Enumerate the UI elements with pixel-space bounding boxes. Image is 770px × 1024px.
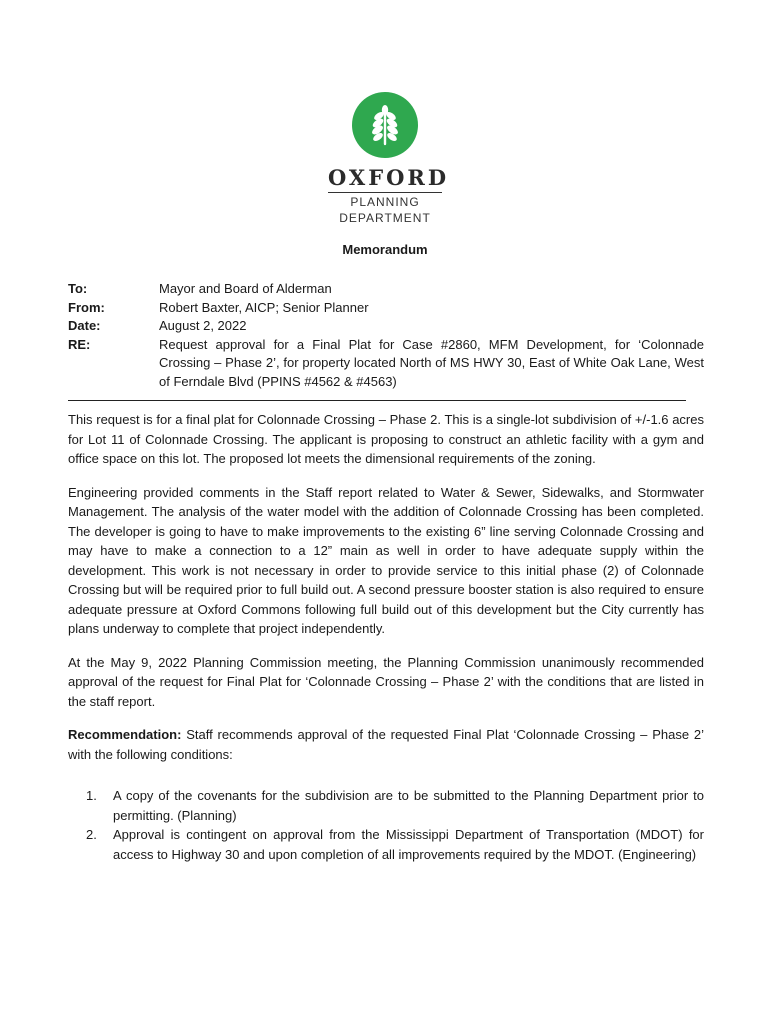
header-divider bbox=[68, 400, 686, 401]
condition-number: 2. bbox=[86, 827, 97, 842]
memo-body bbox=[68, 410, 704, 864]
paragraph-planning-commission: At the May 9, 2022 Planning Commission meeting, the Planning Commission unanimously recommended approval of the request for Final Plat for ‘Colonnade Crossing – Phase 2’ with the conditions that are listed in the staff report. bbox=[68, 654, 704, 709]
memo-header bbox=[68, 280, 704, 391]
header-to-row bbox=[68, 280, 704, 299]
conditions-list bbox=[68, 786, 704, 864]
list-item bbox=[86, 825, 704, 864]
paragraph-summary: This request is for a final plat for Colonnade Crossing – Phase 2. This is a single-lot subdivision of +/-1.6 acres for Lot 11 of Colonnade Crossing. The applicant is proposing to construct an athletic facility with a gym and office space on this lot. The proposed lot meets the dimensional requirements of the zoning. bbox=[68, 412, 704, 466]
logo-subtitle-line2: DEPARTMENT bbox=[339, 211, 431, 225]
to-value: Mayor and Board of Alderman bbox=[159, 281, 332, 296]
department-logo bbox=[0, 92, 770, 225]
logo-name: OXFORD bbox=[328, 166, 442, 193]
paragraph-engineering: Engineering provided comments in the Staff report related to Water & Sewer, Sidewalks, and Stormwater Management. The analysis of the water model with the addition of Colonnade Crossing has been completed. The developer is going to have to make improvements to the existing 6” line serving Colonnade Crossing and may have to make a connection to a 12” main as well in order to have adequate supply within the development. This work is not necessary in order to provide service to this initial phase (2) of Colonnade Crossing but will be required prior to full build out. A second pressure booster station is also required to ensure adequate pressure at Oxford Commons following full build out of this development but the City currently has plans underway to complete that project independently. bbox=[68, 484, 704, 636]
recommendation-text: Staff recommends approval of the requested Final Plat ‘Colonnade Crossing – Phase 2’ with the following conditions: bbox=[68, 727, 704, 762]
re-label: RE: bbox=[68, 336, 91, 352]
list-item bbox=[86, 786, 704, 825]
from-value: Robert Baxter, AICP; Senior Planner bbox=[159, 299, 369, 315]
header-date-row bbox=[68, 317, 704, 336]
condition-number: 1. bbox=[86, 788, 97, 803]
leaf-icon bbox=[352, 92, 418, 158]
date-label: Date: bbox=[68, 318, 101, 333]
paragraph-recommendation bbox=[68, 725, 704, 764]
header-re-row bbox=[68, 336, 704, 392]
recommendation-label: Recommendation: bbox=[68, 727, 182, 742]
condition-text: Approval is contingent on approval from the Mississippi Department of Transportation (MDOT) for access to Highway 30 and upon completion of all improvements required by the MDOT. (Engineering) bbox=[113, 827, 704, 862]
logo-subtitle-line1: PLANNING bbox=[350, 195, 420, 209]
date-value: August 2, 2022 bbox=[159, 318, 247, 333]
re-value: Request approval for a Final Plat for Case #2860, MFM Development, for ‘Colonnade Crossing – Phase 2’, for property located North of MS HWY 30, East of White Oak Lane, West of Ferndale Blvd (PPINS #4562 & #4563) bbox=[159, 336, 704, 389]
condition-text: A copy of the covenants for the subdivision are to be submitted to the Planning Department prior to permitting. (Planning) bbox=[113, 788, 704, 823]
memo-title: Memorandum bbox=[342, 242, 428, 257]
from-label: From: bbox=[68, 299, 105, 315]
logo-emblem bbox=[352, 92, 418, 158]
to-label: To: bbox=[68, 281, 88, 296]
header-from-row bbox=[68, 299, 704, 318]
